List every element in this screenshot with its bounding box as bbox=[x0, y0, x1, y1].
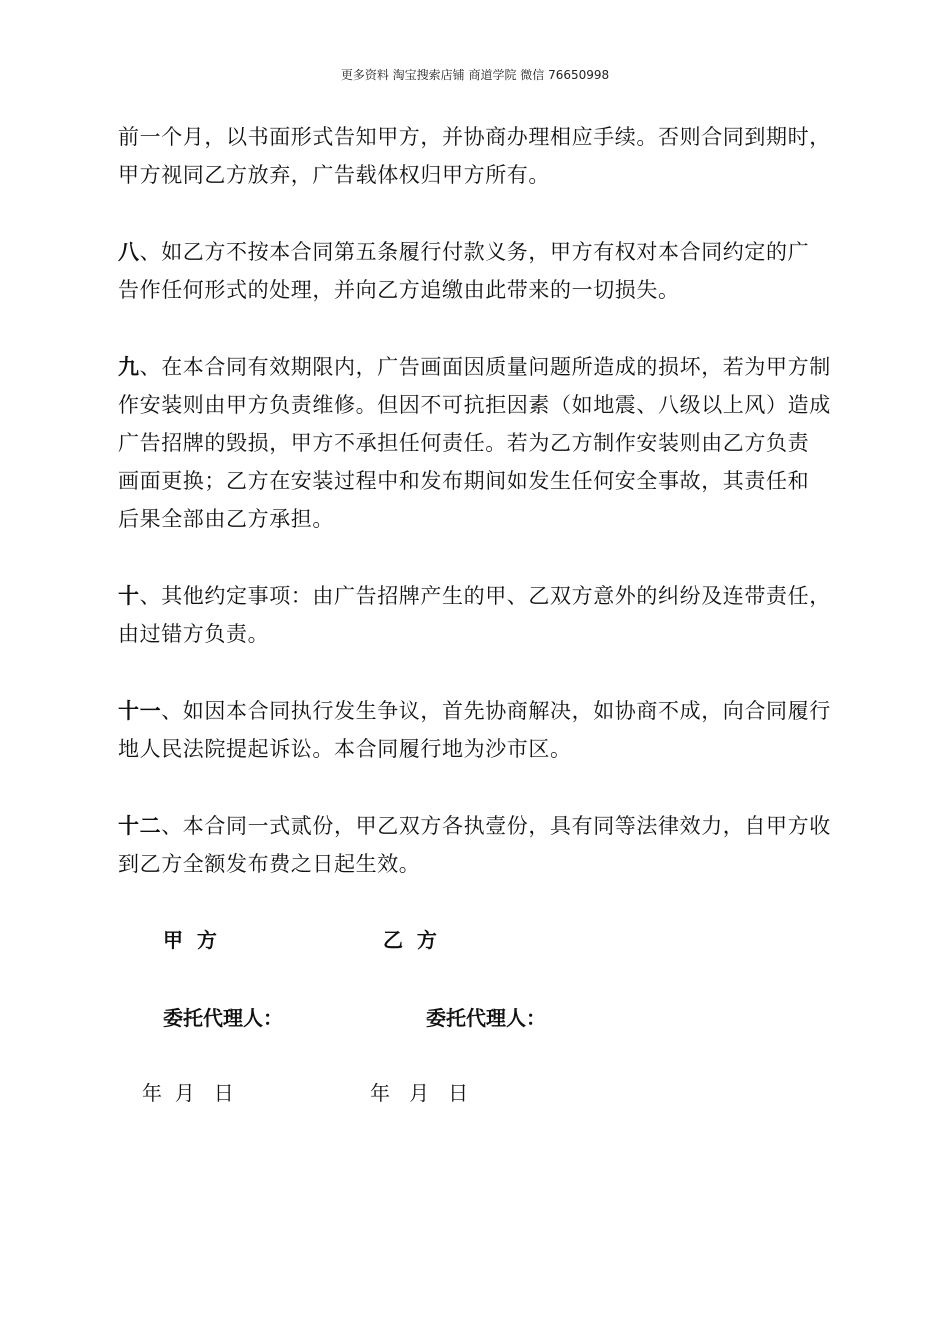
line-text: 、本合同一式贰份，甲乙双方各执壹份，具有同等法律效力，自甲方收 bbox=[161, 814, 831, 838]
line-text: 由过错方负责。 bbox=[118, 622, 270, 646]
clause-number: 十 bbox=[118, 584, 140, 608]
paragraph-line bbox=[118, 698, 838, 724]
line-text: 甲方视同乙方放弃，广告载体权归甲方所有。 bbox=[118, 163, 550, 187]
paragraph-line bbox=[118, 468, 838, 494]
line-text: 作安装则由甲方负责维修。但因不可抗拒因素（如地震、八级以上风）造成 bbox=[118, 393, 831, 417]
line-text: 广告招牌的毁损，甲方不承担任何责任。若为乙方制作安装则由乙方负责 bbox=[118, 431, 810, 455]
paragraph-line bbox=[118, 354, 838, 380]
paragraph-line bbox=[118, 506, 838, 532]
paragraph-line bbox=[118, 162, 838, 188]
clause-number: 十二 bbox=[118, 814, 162, 838]
paragraph-line bbox=[118, 430, 838, 456]
party-b-label: 乙 方 bbox=[383, 928, 437, 952]
line-text: 、其他约定事项：由广告招牌产生的甲、乙双方意外的纠纷及连带责任， bbox=[139, 584, 831, 608]
line-text: 画面更换；乙方在安装过程中和发布期间如发生任何安全事故，其责任和 bbox=[118, 469, 810, 493]
clause-number: 八 bbox=[118, 240, 140, 264]
clause-number: 十一 bbox=[118, 699, 162, 723]
paragraph-line bbox=[118, 124, 838, 150]
line-text: 地人民法院提起诉讼。本合同履行地为沙市区。 bbox=[118, 737, 572, 761]
paragraph-line bbox=[118, 621, 838, 647]
party-b-agent-label: 委托代理人： bbox=[426, 1006, 546, 1030]
paragraph-line bbox=[118, 813, 838, 839]
line-text: 到乙方全额发布费之日起生效。 bbox=[118, 852, 421, 876]
paragraph-line bbox=[118, 239, 838, 265]
paragraph-line bbox=[118, 277, 838, 303]
line-text: 告作任何形式的处理，并向乙方追缴由此带来的一切损失。 bbox=[118, 278, 680, 302]
paragraph-line bbox=[118, 736, 838, 762]
paragraph-line bbox=[118, 392, 838, 418]
line-text: 前一个月，以书面形式告知甲方，并协商办理相应手续。否则合同到期时， bbox=[118, 125, 831, 149]
party-a-agent-label: 委托代理人： bbox=[163, 1006, 283, 1030]
party-b-date: 年 月 日 bbox=[370, 1081, 469, 1105]
line-text: 、在本合同有效期限内，广告画面因质量问题所造成的损坏，若为甲方制 bbox=[139, 355, 831, 379]
party-a-date: 年 月 日 bbox=[142, 1081, 234, 1105]
clause-number: 九 bbox=[118, 355, 140, 379]
line-text: 、如因本合同执行发生争议，首先协商解决，如协商不成，向合同履行 bbox=[161, 699, 831, 723]
paragraph-line bbox=[118, 583, 838, 609]
party-a-label: 甲 方 bbox=[163, 928, 217, 952]
line-text: 、如乙方不按本合同第五条履行付款义务，甲方有权对本合同约定的广 bbox=[139, 240, 810, 264]
paragraph-line bbox=[118, 851, 838, 877]
page-header: 更多资料 淘宝搜索店铺 商道学院 微信 76650998 bbox=[340, 68, 610, 82]
line-text: 后果全部由乙方承担。 bbox=[118, 507, 334, 531]
